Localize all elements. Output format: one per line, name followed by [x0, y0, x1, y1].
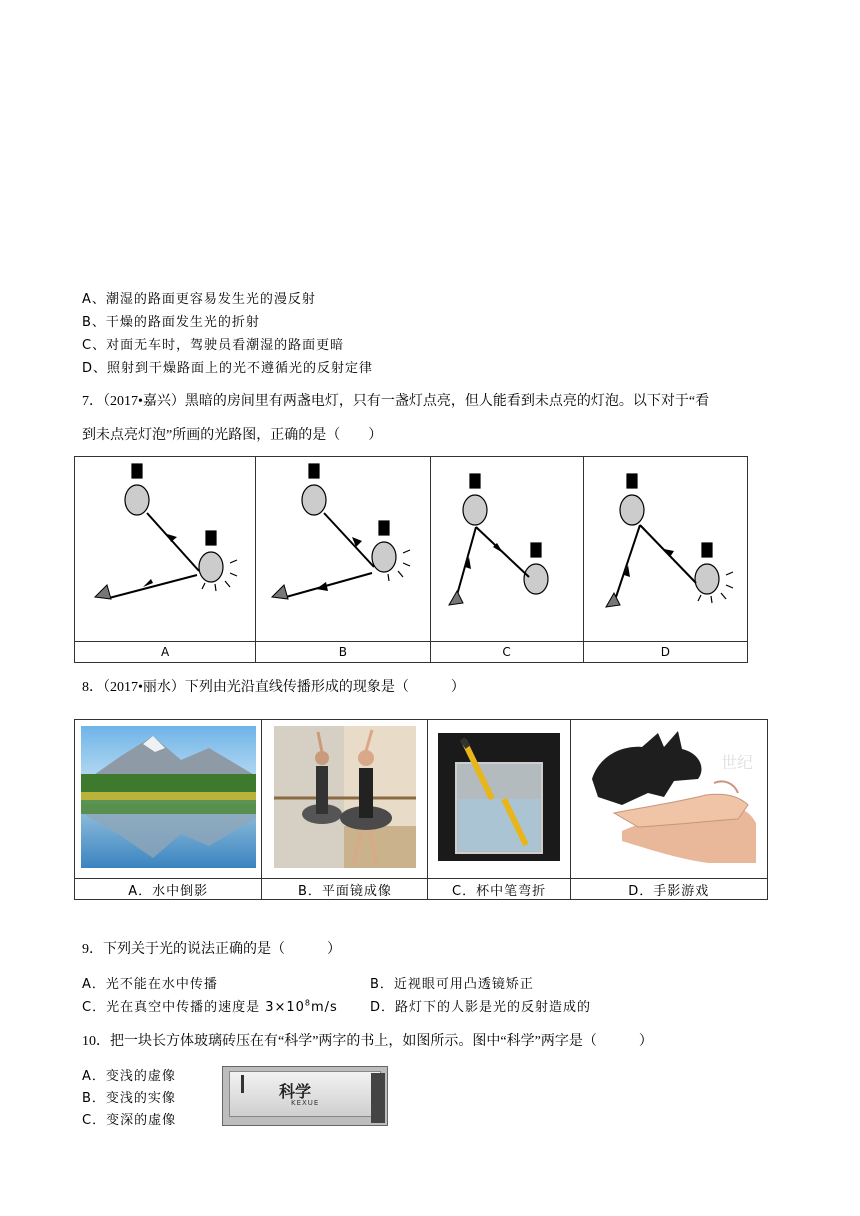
q9-option-c: C．光在真空中传播的速度是 $3\times 10^8m/s$: [82, 998, 338, 1015]
q7-text-line1: 7．（2017•嘉兴）黑暗的房间里有两盏电灯，只有一盏灯点亮，但人能看到未点亮的灯泡。以下对于“看: [82, 394, 710, 409]
q6-option-c: C、对面无车时，驾驶员看潮湿的路面更暗: [82, 338, 345, 353]
q7-diagram-a: [75, 457, 256, 642]
q8-image-hand-shadow: [570, 720, 767, 879]
q9-option-b: B．近视眼可用凸透镜矫正: [370, 977, 534, 992]
q10-option-b: B．变浅的实像: [82, 1091, 176, 1106]
q7-caption-a: A: [75, 642, 256, 663]
q7-caption-d: D: [583, 642, 747, 663]
q10-image-word: 科学: [279, 1082, 312, 1101]
q6-option-b: B、干燥的路面发生光的折射: [82, 315, 260, 330]
q7-diagram-d: [583, 457, 747, 642]
q10-glass-block-image: [222, 1066, 388, 1126]
q8-figure-table: [74, 719, 768, 900]
q10-image-pinyin: KEXUE: [291, 1099, 320, 1107]
q7-diagram-c: [430, 457, 583, 642]
q8-caption-a: A．水中倒影: [75, 879, 262, 900]
watermark-text: 世纪: [720, 753, 753, 772]
q8-text: 8．（2017•丽水）下列由光沿直线传播形成的现象是（ ）: [82, 680, 465, 695]
q6-option-d: D、照射到干燥路面上的光不遵循光的反射定律: [82, 361, 374, 376]
q10-option-a: A．变浅的虚像: [82, 1069, 176, 1084]
q8-image-mirror: [262, 720, 428, 879]
q8-image-pencil-in-glass: [428, 720, 570, 879]
q9-text: 9．下列关于光的说法正确的是（ ）: [82, 942, 341, 957]
q7-caption-c: C: [430, 642, 583, 663]
q8-image-reflection: [75, 720, 262, 879]
q10-text: 10．把一块长方体玻璃砖压在有“科学”两字的书上，如图所示。图中“科学”两字是（ ）: [82, 1034, 653, 1049]
q9-option-a: A．光不能在水中传播: [82, 977, 218, 992]
q7-text-line2: 到未点亮灯泡”所画的光路图，正确的是（ ）: [82, 428, 383, 443]
q8-caption-c: C．杯中笔弯折: [428, 879, 570, 900]
q7-diagram-b: [256, 457, 430, 642]
q7-figure-table: [74, 456, 748, 663]
q10-option-c: C．变深的虚像: [82, 1113, 177, 1128]
q7-caption-b: B: [256, 642, 430, 663]
q8-caption-b: B．平面镜成像: [262, 879, 428, 900]
q8-caption-d: D．手影游戏: [570, 879, 767, 900]
q9-option-d: D．路灯下的人影是光的反射造成的: [370, 1000, 592, 1015]
q6-option-a: A、潮湿的路面更容易发生光的漫反射: [82, 292, 316, 307]
